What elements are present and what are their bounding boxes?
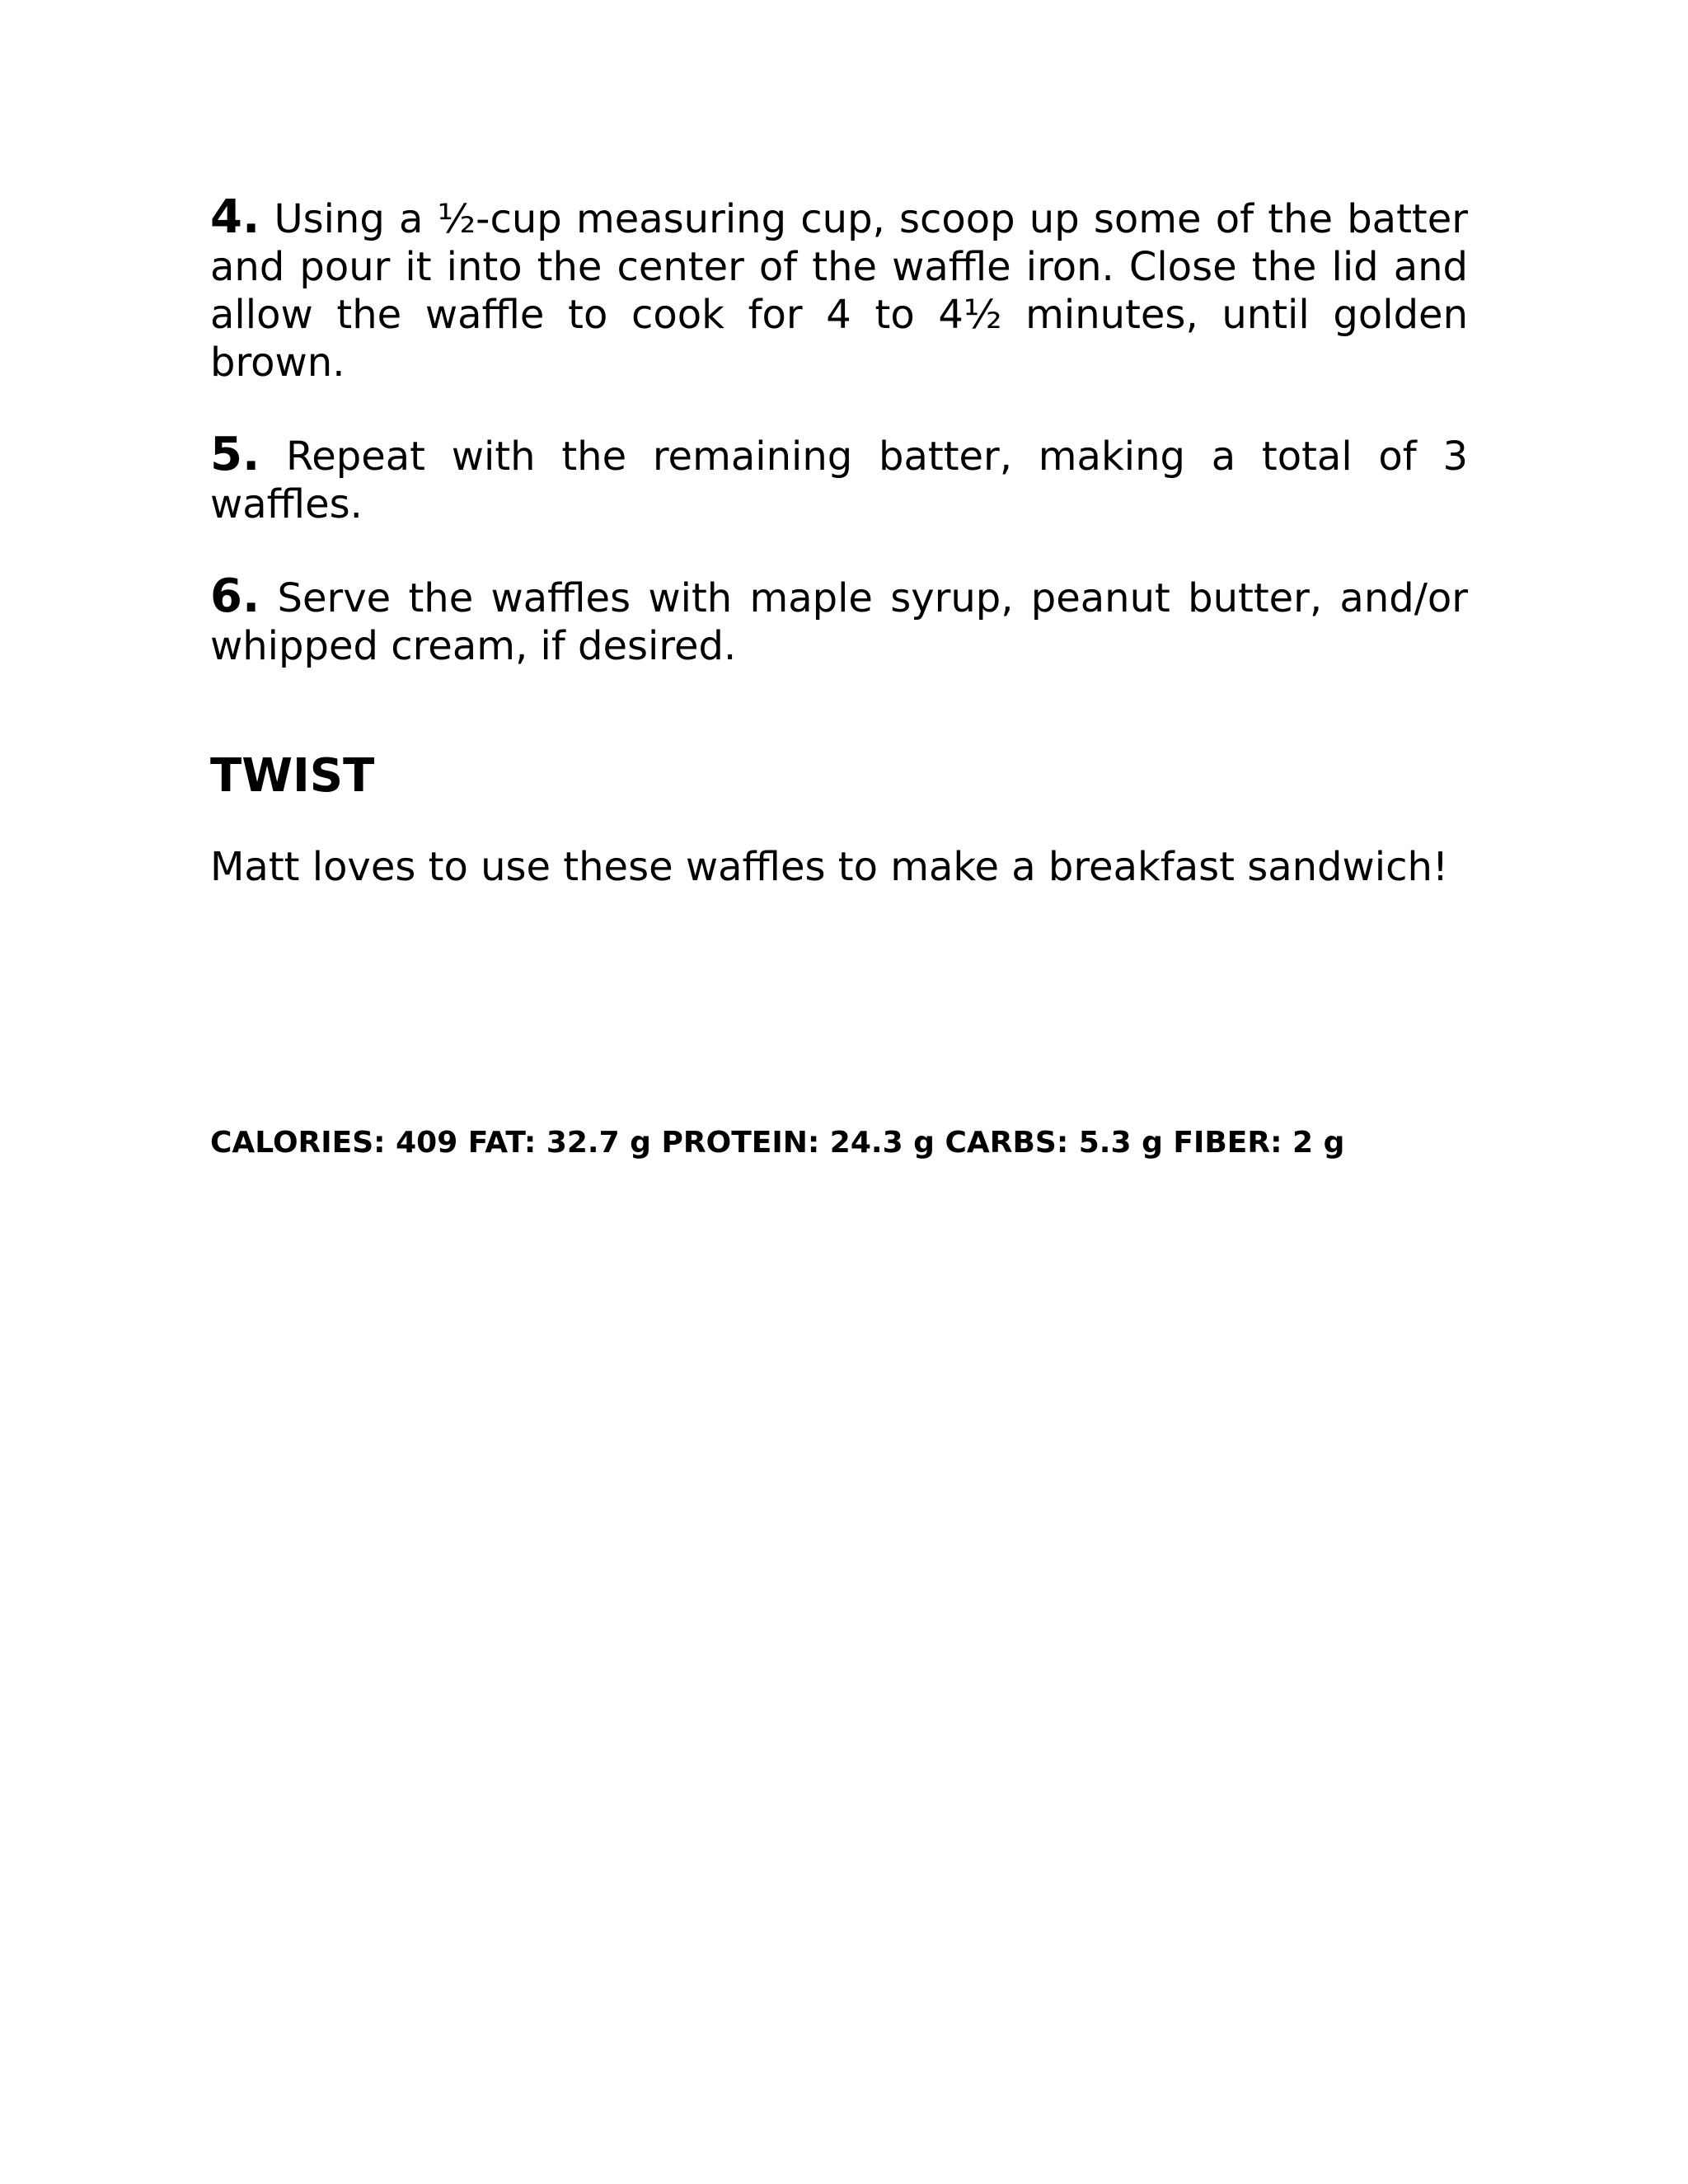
nutrition-info: CALORIES: 409 FAT: 32.7 g PROTEIN: 24.3 g CARBS: 5.3 g FIBER: 2 g [210,1126,1345,1160]
step-text: Serve the waffles with maple syrup, peanut butter, and/or whipped cream, if desired. [210,575,1468,669]
step-6 [210,569,1468,670]
twist-text: Matt loves to use these waffles to make a breakfast sandwich! [210,844,1449,890]
step-number: 5. [210,428,260,481]
step-5 [210,428,1468,528]
step-text: Repeat with the remaining batter, making a total of 3 waffles. [210,434,1468,527]
step-number: 4. [210,190,260,244]
step-4 [210,190,1468,387]
step-number: 6. [210,569,260,623]
step-text: Using a ½-cup measuring cup, scoop up some of the batter and pour it into the center of the waffle iron. Close the lid and allow the waffle to cook for 4 to 4½ minutes, until golden brown. [210,196,1468,386]
recipe-page [210,190,1468,891]
twist-heading: TWIST [210,749,375,803]
